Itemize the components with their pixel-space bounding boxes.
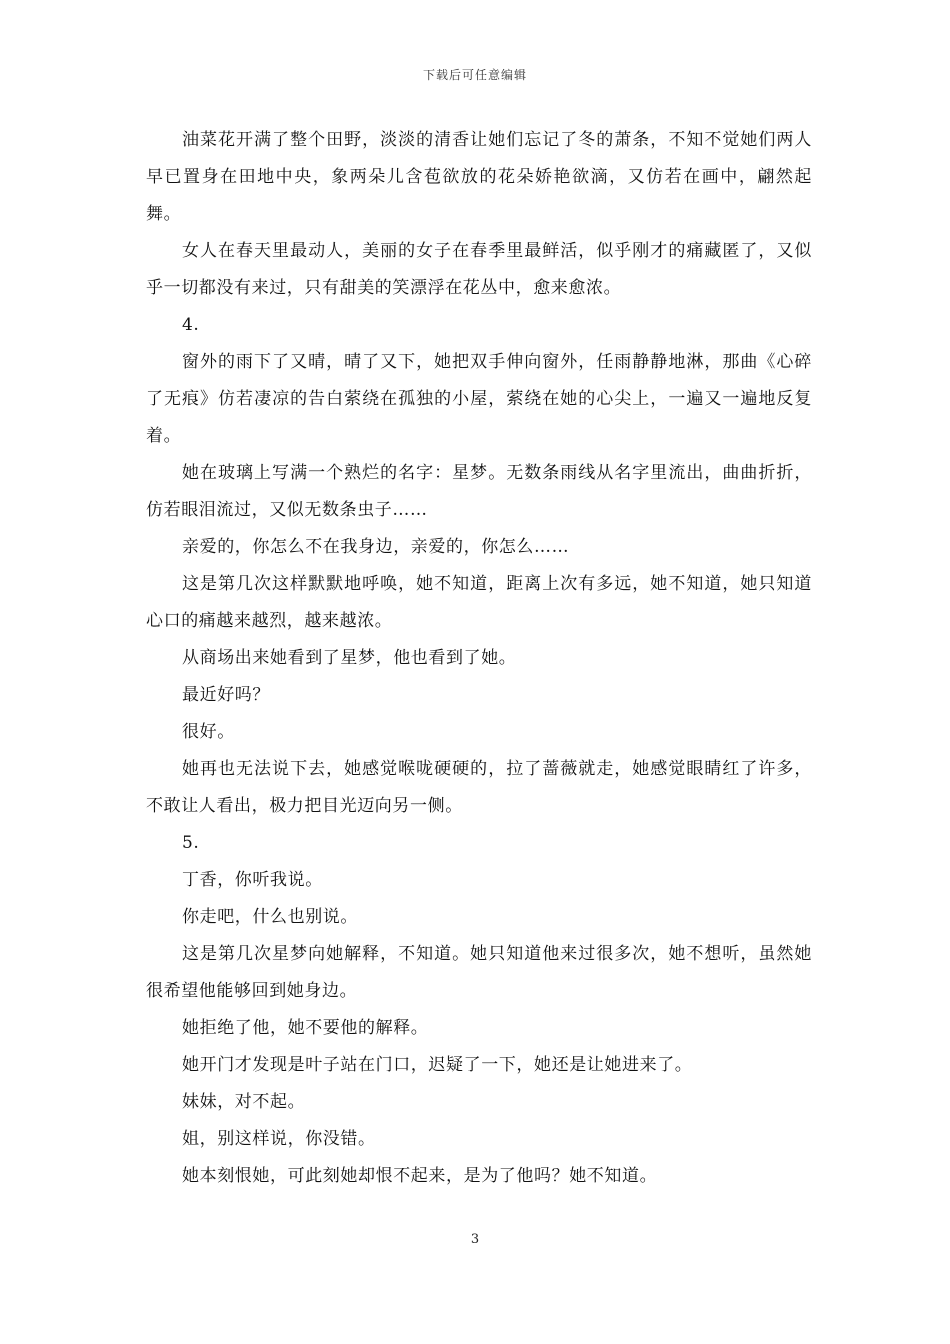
paragraph: 从商场出来她看到了星梦，他也看到了她。	[182, 648, 517, 668]
paragraph: 她拒绝了他，她不要他的解释。	[182, 1018, 429, 1038]
paragraph: 亲爱的，你怎么不在我身边，亲爱的，你怎么……	[182, 537, 570, 557]
paragraph: 她在玻璃上写满一个熟烂的名字：星梦。无数条雨线从名字里流出，曲曲折折，仿若眼泪流过，又似无数条虫子……	[146, 463, 812, 520]
page-number: 3	[470, 1232, 480, 1247]
paragraph: 窗外的雨下了又晴，晴了又下，她把双手伸向窗外，任雨静静地淋，那曲《心碎了无痕》仿若凄凉的告白萦绕在孤独的小屋，萦绕在她的心尖上，一遍又一遍地反复着。	[146, 352, 812, 446]
paragraph: 她开门才发现是叶子站在门口，迟疑了一下，她还是让她进来了。	[182, 1055, 693, 1075]
section-number: 5.	[182, 833, 200, 853]
paragraph: 她再也无法说下去，她感觉喉咙硬硬的，拉了蔷薇就走，她感觉眼睛红了许多，不敢让人看出，极力把目光迈向另一侧。	[146, 759, 812, 816]
paragraph: 最近好吗？	[182, 685, 270, 705]
paragraph: 姐，别这样说，你没错。	[182, 1129, 376, 1149]
paragraph: 妹妹，对不起。	[182, 1092, 306, 1112]
paragraph: 很好。	[182, 722, 235, 742]
paragraph: 她本刻恨她，可此刻她却恨不起来，是为了他吗？她不知道。	[182, 1166, 658, 1186]
page-header: 下载后可任意编辑	[422, 68, 527, 82]
section-number: 4.	[182, 315, 200, 335]
paragraph: 这是第几次星梦向她解释，不知道。她只知道他来过很多次，她不想听，虽然她很希望他能够回到她身边。	[146, 944, 812, 1001]
paragraph: 这是第几次这样默默地呼唤，她不知道，距离上次有多远，她不知道，她只知道心口的痛越来越烈，越来越浓。	[146, 574, 812, 631]
document-body	[146, 122, 812, 1195]
paragraph: 油菜花开满了整个田野，淡淡的清香让她们忘记了冬的萧条，不知不觉她们两人早已置身在田地中央，象两朵儿含苞欲放的花朵娇艳欲滴，又仿若在画中，翩然起舞。	[146, 130, 812, 224]
paragraph: 丁香，你听我说。	[182, 870, 323, 890]
paragraph: 女人在春天里最动人，美丽的女子在春季里最鲜活，似乎刚才的痛藏匿了，又似乎一切都没有来过，只有甜美的笑漂浮在花丛中，愈来愈浓。	[146, 241, 812, 298]
paragraph: 你走吧，什么也别说。	[182, 907, 358, 927]
